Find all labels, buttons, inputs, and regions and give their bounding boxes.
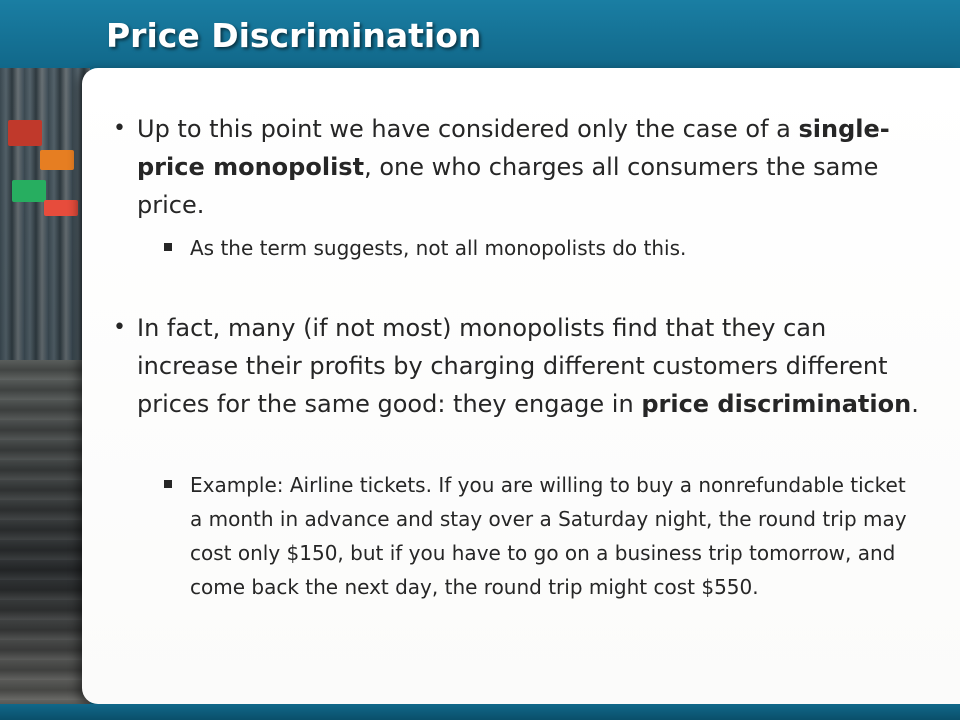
neon-sign-decoration [40, 150, 74, 170]
street-photo-strip [0, 0, 90, 720]
content-panel [82, 68, 960, 704]
bullet-dot-icon: • [113, 116, 126, 141]
sub-bullet-2 [190, 468, 910, 604]
bullet-2-text-a: In fact, many (if not most) monopolists find that they can increase their profits by charging different customers different prices for the same good: they engage in [137, 314, 888, 418]
slide-title: Price Discrimination [106, 16, 482, 55]
crowd-photo-area [0, 360, 90, 720]
sub-bullet-1-text: As the term suggests, not all monopolists do this. [190, 236, 687, 260]
bullet-2-text-b: . [911, 390, 919, 418]
bullet-1-text-a: Up to this point we have considered only the case of a [137, 115, 799, 143]
bullet-1 [113, 110, 927, 224]
bullet-2-bold-term: price discrimination [641, 390, 912, 418]
sub-bullet-1 [190, 231, 910, 265]
sub-bullet-2-text: Example: Airline tickets. If you are willing to buy a nonrefundable ticket a month in advance and stay over a Saturday night, the round trip may cost only $150, but if you have to go on a business trip tomorrow, and come back the next day, the round trip might cost $550. [190, 473, 907, 599]
neon-sign-decoration [12, 180, 46, 202]
neon-sign-decoration [8, 120, 42, 146]
bullet-1-bold-term: single-price monopolist [137, 115, 890, 181]
square-bullet-icon [164, 243, 172, 251]
title-bar [0, 0, 960, 68]
square-bullet-icon [164, 480, 172, 488]
neon-sign-decoration [44, 200, 78, 216]
bottom-bar [0, 704, 960, 720]
bullet-2 [113, 309, 927, 423]
bullet-dot-icon: • [113, 315, 126, 340]
bullet-1-text-b: , one who charges all consumers the same price. [137, 153, 879, 219]
